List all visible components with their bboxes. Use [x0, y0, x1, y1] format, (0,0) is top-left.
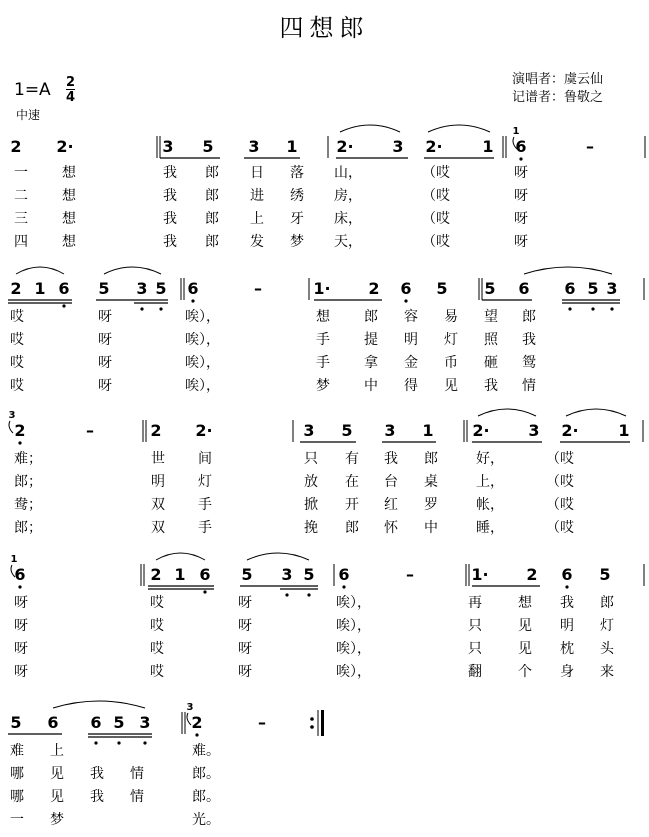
- jianpu-note: 3: [139, 713, 151, 732]
- lyric-word: 提: [364, 332, 378, 348]
- jianpu-note: 6: [518, 279, 530, 298]
- lyric-word: 上: [250, 211, 264, 227]
- repeat-dot: [310, 725, 314, 729]
- jianpu-note: 3: [136, 279, 148, 298]
- lyric-word: 呀: [98, 355, 112, 371]
- lyric-word: 郎: [364, 309, 378, 325]
- lyric-word: 三: [14, 211, 28, 227]
- time-sig-top: 2: [66, 75, 76, 90]
- lyric-word: 一: [10, 812, 24, 828]
- lyric-word: 睡，: [476, 520, 504, 536]
- jianpu-note: 1: [34, 279, 46, 298]
- lyric-word: 想: [316, 309, 330, 325]
- lyric-word: 鸳: [522, 355, 536, 371]
- lyric-word: 手: [316, 332, 330, 348]
- lyric-word: 难。: [192, 743, 220, 759]
- lyric-word: 唉），: [185, 378, 220, 394]
- octave-dot-low: [307, 593, 310, 596]
- lyric-word: （哎: [546, 520, 574, 536]
- lyric-word: 唉），: [336, 618, 371, 634]
- jianpu-note: 1: [174, 565, 186, 584]
- lyric-word: 哎: [150, 641, 164, 657]
- lyric-word: 我: [560, 595, 574, 611]
- lyric-word: 上，: [476, 474, 504, 490]
- jianpu-note: 2·: [472, 421, 490, 440]
- song-title: 四想郎: [279, 14, 370, 42]
- lyric-word: 呀: [14, 595, 28, 611]
- grace-hook: [187, 713, 191, 725]
- jianpu-note: 2·: [336, 137, 354, 156]
- octave-dot-low: [117, 741, 120, 744]
- lyric-word: 头: [600, 641, 614, 657]
- octave-dot-low: [342, 585, 345, 588]
- jianpu-note: 5: [202, 137, 214, 156]
- lyric-word: 难: [10, 743, 24, 759]
- slur: [156, 553, 205, 560]
- lyric-word: 唉），: [185, 332, 220, 348]
- lyric-word: 想: [62, 188, 76, 204]
- lyric-word: 灯: [600, 618, 614, 634]
- jianpu-note: 2: [526, 565, 538, 584]
- jianpu-note: 5: [341, 421, 353, 440]
- lyric-word: 中: [424, 520, 438, 536]
- lyric-word: 日: [250, 165, 264, 181]
- lyric-word: 呀: [514, 234, 528, 250]
- lyric-word: 照: [484, 332, 498, 348]
- lyric-word: 枕: [560, 641, 574, 657]
- jianpu-note: 2·: [56, 137, 74, 156]
- lyric-word: 郎: [345, 520, 359, 536]
- lyric-word: 郎；: [14, 474, 42, 490]
- lyric-word: 我: [90, 789, 104, 805]
- lyric-word: 梦: [50, 812, 64, 828]
- lyric-word: 唉），: [185, 309, 220, 325]
- lyric-word: 一: [14, 165, 28, 181]
- lyric-word: 二: [14, 188, 28, 204]
- lyric-word: 郎: [424, 451, 438, 467]
- lyric-word: 望: [484, 309, 498, 325]
- lyric-word: 世: [151, 451, 165, 467]
- lyric-word: 易: [444, 309, 458, 325]
- lyric-word: 再: [468, 595, 482, 611]
- lyric-word: 郎: [205, 188, 219, 204]
- lyric-word: 挽: [304, 520, 318, 536]
- lyric-word: 郎。: [192, 789, 220, 805]
- lyric-word: 落: [290, 165, 304, 181]
- lyric-word: 情: [522, 378, 536, 394]
- slur: [247, 553, 309, 560]
- jianpu-note: 3: [248, 137, 260, 156]
- jianpu-note: 6: [515, 137, 527, 156]
- lyric-word: 呀: [98, 309, 112, 325]
- grace-note: 1: [512, 126, 520, 137]
- lyric-word: 哎: [150, 595, 164, 611]
- jianpu-note: 6: [58, 279, 70, 298]
- lyric-word: 绣: [290, 188, 304, 204]
- lyric-word: 拿: [364, 355, 378, 371]
- octave-dot-low: [18, 585, 21, 588]
- lyric-word: 唉），: [185, 355, 220, 371]
- lyric-word: 床，: [334, 211, 362, 227]
- lyric-word: 台: [384, 474, 398, 490]
- octave-dot-low: [94, 741, 97, 744]
- jianpu-note: 5: [155, 279, 167, 298]
- grace-note: 1: [10, 554, 18, 565]
- lyric-word: 灯: [198, 474, 212, 490]
- lyric-word: 来: [600, 664, 614, 680]
- lyric-word: 牙: [290, 211, 304, 227]
- lyric-word: 见: [518, 641, 532, 657]
- octave-dot-low: [140, 307, 143, 310]
- dash-extend: –: [254, 279, 262, 298]
- slur: [16, 267, 64, 274]
- slur: [104, 267, 161, 274]
- lyric-word: 见: [50, 789, 64, 805]
- lyric-word: 呀: [514, 188, 528, 204]
- jianpu-note: 1·: [313, 279, 331, 298]
- lyric-word: 红: [384, 497, 398, 513]
- lyric-word: 山，: [334, 165, 362, 181]
- jianpu-note: 2: [10, 137, 22, 156]
- lyric-word: 呀: [238, 641, 252, 657]
- jianpu-note: 2: [368, 279, 380, 298]
- lyric-word: 我: [163, 188, 177, 204]
- dash-extend: –: [586, 137, 594, 156]
- lyric-word: 砸: [484, 355, 498, 371]
- lyric-word: 手: [198, 497, 212, 513]
- jianpu-note: 5: [599, 565, 611, 584]
- jianpu-note: 3: [606, 279, 618, 298]
- lyric-word: 掀: [304, 497, 318, 513]
- lyric-word: 哎: [10, 378, 24, 394]
- lyric-word: 明: [151, 474, 165, 490]
- lyric-word: 我: [163, 211, 177, 227]
- repeat-dot: [310, 717, 314, 721]
- jianpu-note: 2: [10, 279, 22, 298]
- lyric-word: 呀: [238, 595, 252, 611]
- jianpu-note: 2·: [561, 421, 579, 440]
- lyric-word: （哎: [422, 165, 450, 181]
- lyric-word: 罗: [424, 497, 438, 513]
- slur: [53, 701, 145, 708]
- jianpu-note: 2: [191, 713, 203, 732]
- lyric-word: 币: [444, 355, 458, 371]
- jianpu-note: 6: [14, 565, 26, 584]
- jianpu-note: 6: [400, 279, 412, 298]
- lyric-word: 进: [250, 188, 264, 204]
- octave-dot-low: [565, 585, 568, 588]
- lyric-word: 中: [364, 378, 378, 394]
- lyric-word: 郎。: [192, 766, 220, 782]
- lyric-word: 有: [345, 451, 359, 467]
- lyric-word: 手: [316, 355, 330, 371]
- lyric-word: 想: [518, 595, 532, 611]
- system-5-notes: [8, 701, 324, 745]
- jianpu-note: 3: [303, 421, 315, 440]
- lyric-word: 双: [151, 520, 165, 536]
- lyric-word: 明: [560, 618, 574, 634]
- lyric-word: 只: [304, 451, 318, 467]
- jianpu-note: 6: [47, 713, 59, 732]
- grace-note: 3: [186, 702, 194, 713]
- lyric-word: 我: [90, 766, 104, 782]
- lyric-word: 我: [163, 234, 177, 250]
- jianpu-note: 1: [422, 421, 434, 440]
- jianpu-note: 1: [286, 137, 298, 156]
- lyric-word: 哎: [150, 664, 164, 680]
- jianpu-note: 3: [528, 421, 540, 440]
- lyric-word: 情: [130, 766, 144, 782]
- lyric-word: 手: [198, 520, 212, 536]
- jianpu-note: 3: [384, 421, 396, 440]
- jianpu-note: 6: [561, 565, 573, 584]
- lyric-word: 郎；: [14, 520, 42, 536]
- lyric-word: 呀: [514, 165, 528, 181]
- lyric-word: 我: [163, 165, 177, 181]
- slur: [524, 267, 612, 274]
- lyric-word: 个: [518, 664, 532, 680]
- octave-dot-low: [519, 157, 522, 160]
- final-bar: [321, 710, 324, 736]
- lyric-word: 放: [304, 474, 318, 490]
- jianpu-note: 2·: [425, 137, 443, 156]
- jianpu-note: 2: [150, 565, 162, 584]
- lyric-word: （哎: [422, 234, 450, 250]
- lyric-word: 哎: [10, 309, 24, 325]
- lyric-word: 我: [522, 332, 536, 348]
- lyric-word: 上: [50, 743, 64, 759]
- jianpu-note: 5: [241, 565, 253, 584]
- slur: [566, 409, 626, 416]
- lyric-word: 哪: [10, 789, 24, 805]
- lyric-word: 郎: [205, 211, 219, 227]
- lyric-word: 见: [444, 378, 458, 394]
- lyric-word: 梦: [316, 378, 330, 394]
- jianpu-note: 5: [98, 279, 110, 298]
- lyric-word: 明: [404, 332, 418, 348]
- lyric-word: 发: [250, 234, 264, 250]
- dash-extend: –: [86, 421, 94, 440]
- lyric-word: 灯: [444, 332, 458, 348]
- jianpu-note: 3: [162, 137, 174, 156]
- jianpu-note: 3: [281, 565, 293, 584]
- jianpu-note: 1: [482, 137, 494, 156]
- lyric-word: 呀: [514, 211, 528, 227]
- dash-extend: –: [406, 565, 414, 584]
- lyric-word: 梦: [290, 234, 304, 250]
- lyric-word: 怀: [384, 520, 398, 536]
- lyric-word: （哎: [546, 497, 574, 513]
- lyric-word: 四: [14, 234, 28, 250]
- jianpu-note: 6: [90, 713, 102, 732]
- lyric-word: 呀: [98, 332, 112, 348]
- transcriber-credit: 记谱者：鲁敬之: [512, 90, 604, 105]
- lyric-word: 开: [345, 497, 359, 513]
- lyric-word: 天，: [334, 234, 362, 250]
- system-2-notes: [8, 267, 644, 311]
- jianpu-note: 1·: [471, 565, 489, 584]
- lyric-word: 金: [404, 355, 418, 371]
- lyric-word: 哪: [10, 766, 24, 782]
- jianpu-note: 6: [199, 565, 211, 584]
- jianpu-note: 5: [303, 565, 315, 584]
- jianpu-note: 2·: [195, 421, 213, 440]
- lyric-word: 容: [404, 309, 418, 325]
- lyric-word: 我: [484, 378, 498, 394]
- lyric-word: 想: [62, 165, 76, 181]
- lyric-word: 难；: [14, 451, 42, 467]
- lyric-word: 郎: [205, 234, 219, 250]
- jianpu-note: 5: [10, 713, 22, 732]
- system-4-notes: [11, 553, 644, 597]
- octave-dot-low: [568, 307, 571, 310]
- lyric-word: 呀: [238, 664, 252, 680]
- lyric-word: 在: [345, 474, 359, 490]
- jianpu-note: 6: [187, 279, 199, 298]
- system-1-notes: [10, 125, 645, 161]
- lyric-word: 呀: [14, 664, 28, 680]
- jianpu-note: 5: [587, 279, 599, 298]
- lyric-word: 鸯；: [14, 497, 42, 513]
- lyric-word: （哎: [546, 474, 574, 490]
- lyric-word: 只: [468, 641, 482, 657]
- octave-dot-low: [159, 307, 162, 310]
- octave-dot-low: [203, 590, 206, 593]
- octave-dot-low: [62, 304, 65, 307]
- octave-dot-low: [285, 593, 288, 596]
- tempo-marking: 中速: [16, 108, 41, 122]
- lyric-word: 翻: [468, 664, 482, 680]
- lyric-word: （哎: [422, 211, 450, 227]
- lyric-word: 郎: [522, 309, 536, 325]
- lyric-word: 帐，: [476, 497, 504, 513]
- octave-dot-low: [191, 299, 194, 302]
- lyric-word: 哎: [10, 355, 24, 371]
- jianpu-note: 5: [436, 279, 448, 298]
- lyric-word: 间: [198, 451, 212, 467]
- lyric-word: 呀: [14, 618, 28, 634]
- lyric-word: 郎: [205, 165, 219, 181]
- lyric-word: 我: [384, 451, 398, 467]
- lyric-word: 只: [468, 618, 482, 634]
- lyric-word: （哎: [422, 188, 450, 204]
- lyric-word: （哎: [546, 451, 574, 467]
- slur: [428, 125, 490, 132]
- system-3-notes: [9, 409, 643, 445]
- lyric-word: 呀: [238, 618, 252, 634]
- lyric-word: 唉），: [336, 664, 371, 680]
- lyric-word: 郎: [600, 595, 614, 611]
- lyric-word: 光。: [192, 812, 220, 828]
- lyric-word: 想: [62, 211, 76, 227]
- singer-credit: 演唱者：虞云仙: [512, 72, 604, 87]
- slur: [340, 125, 400, 132]
- lyric-word: 哎: [10, 332, 24, 348]
- lyric-word: 哎: [150, 618, 164, 634]
- jianpu-note: 1: [618, 421, 630, 440]
- jianpu-note: 3: [392, 137, 404, 156]
- grace-hook: [9, 421, 13, 433]
- jianpu-note: 2: [150, 421, 162, 440]
- lyric-word: 想: [62, 234, 76, 250]
- dash-extend: –: [258, 713, 266, 732]
- lyric-word: 呀: [14, 641, 28, 657]
- lyric-word: 唉），: [336, 641, 371, 657]
- lyric-word: 得: [404, 378, 418, 394]
- jianpu-note: 5: [113, 713, 125, 732]
- lyric-word: 桌: [424, 474, 438, 490]
- lyric-word: 见: [518, 618, 532, 634]
- slur: [478, 409, 536, 416]
- lyric-word: 见: [50, 766, 64, 782]
- octave-dot-low: [18, 441, 21, 444]
- lyric-word: 情: [130, 789, 144, 805]
- octave-dot-low: [404, 299, 407, 302]
- lyric-word: 房，: [334, 188, 362, 204]
- jianpu-note: 2: [14, 421, 26, 440]
- octave-dot-low: [610, 307, 613, 310]
- jianpu-note: 5: [484, 279, 496, 298]
- lyric-word: 呀: [98, 378, 112, 394]
- time-sig-bottom: 4: [66, 90, 76, 105]
- jianpu-note: 6: [338, 565, 350, 584]
- octave-dot-low: [143, 741, 146, 744]
- jianpu-note: 6: [564, 279, 576, 298]
- octave-dot-low: [591, 307, 594, 310]
- lyric-word: 好，: [476, 451, 504, 467]
- key-signature: 1=A: [14, 80, 51, 100]
- grace-note: 3: [8, 410, 16, 421]
- lyric-word: 唉），: [336, 595, 371, 611]
- octave-dot-low: [195, 733, 198, 736]
- lyric-word: 身: [560, 664, 574, 680]
- lyric-word: 双: [151, 497, 165, 513]
